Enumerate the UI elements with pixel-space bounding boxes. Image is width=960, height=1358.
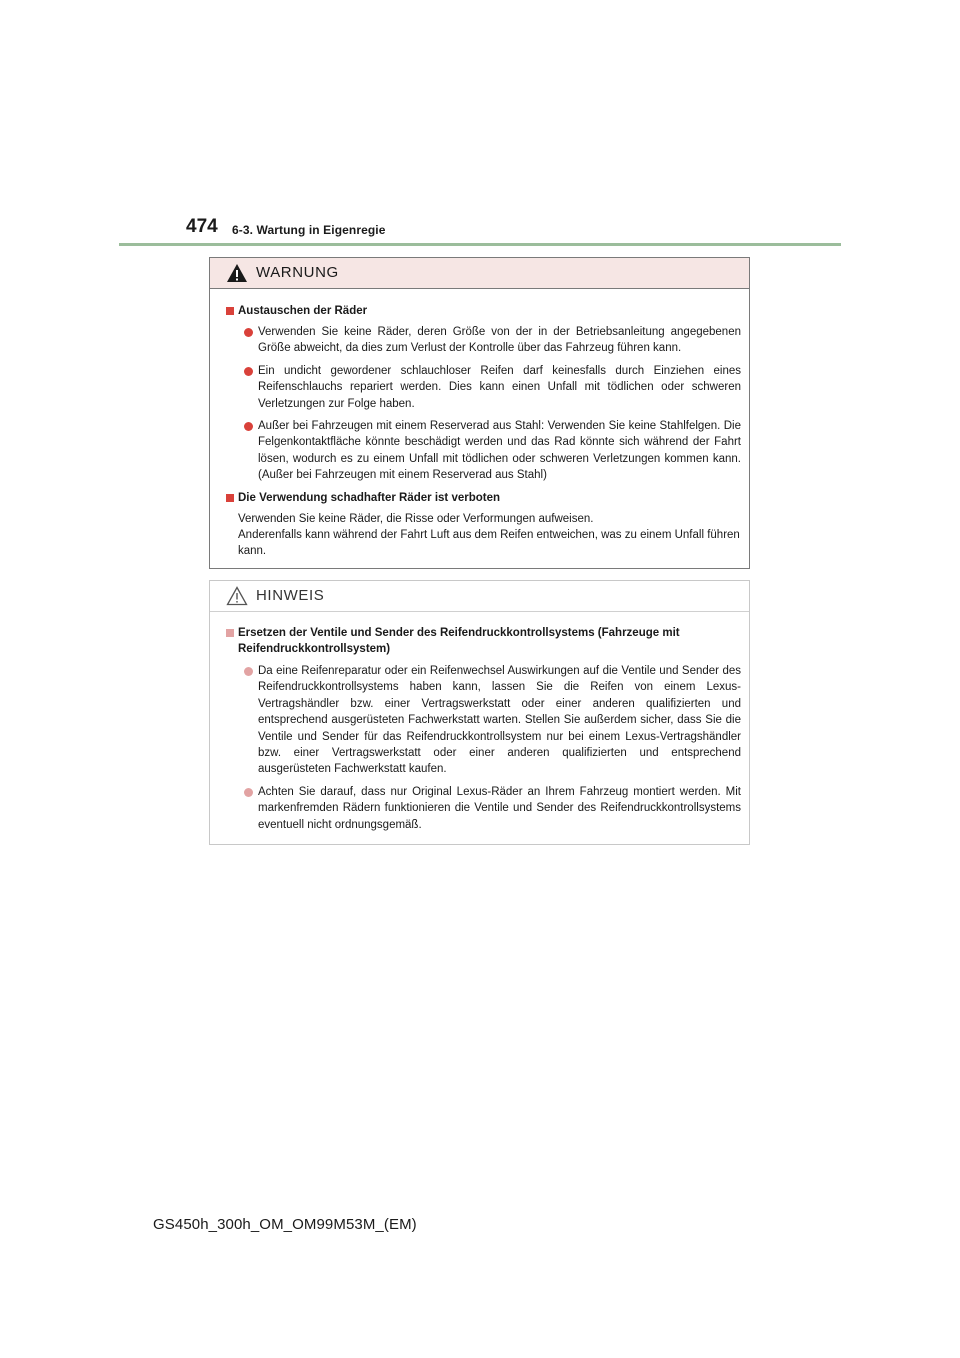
list-item-text: Da eine Reifenreparatur oder ein Reifenwechsel Auswirkungen auf die Ventile und Sender des Reifendruckkontrollsystems haben kann, lassen Sie die Reifen von einem Lexus-Vertragshändler bzw. einer Vertragswerkstatt oder einer anderen qualifizierten und entsprechend ausgerüsteten Fachwerkstatt warten. Stellen Sie außerdem sicher, dass Sie die Ventile und Sender für das Reifendruckkontrollsystem nur bei einem Lexus-Vertragshändler bzw. einer Vertragswerkstatt oder einer anderen qualifizierten und entsprechend ausgerüsteten Fachwerkstatt kaufen. — [258, 665, 741, 776]
paragraph: Verwenden Sie keine Räder, die Risse oder Verformungen aufweisen. — [238, 512, 594, 525]
list-item-text: Außer bei Fahrzeugen mit einem Reserverad aus Stahl: Verwenden Sie keine Stahlfelgen. Die Felgenkontaktfläche könnte beschädigt werden und das Rad könnte sich während der Fahrt lösen, wodurch es zu einem Unfall mit tödlichen oder schweren Verletzungen kommen kann. (Außer bei Fahrzeugen mit einem Reserverad aus Stahl) — [258, 420, 741, 482]
caution-triangle-icon — [226, 586, 248, 606]
circle-bullet-icon — [244, 367, 253, 376]
list-item-text: Verwenden Sie keine Räder, deren Größe von der in der Betriebsanleitung angegebenen Größe abweicht, da dies zum Verlust der Kontrolle über das Fahrzeug führen kann. — [258, 326, 741, 355]
hint-box — [209, 580, 750, 845]
page-header — [0, 0, 960, 250]
list-item-text: Achten Sie darauf, dass nur Original Lexus-Räder an Ihrem Fahrzeug montiert werden. Mit markenfremden Rädern funktionieren die Ventile und Sender des Reifendruckkontrollsystems eventuell nicht ordnungsgemäß. — [258, 785, 741, 831]
square-bullet-icon — [226, 494, 234, 502]
list-item — [226, 418, 741, 484]
header-rule — [119, 243, 841, 246]
hint-header — [210, 581, 749, 612]
warning-triangle-icon — [226, 263, 248, 283]
list-item — [226, 324, 741, 357]
list-item — [226, 663, 741, 778]
list-item-text: Ein undicht gewordener schlauchloser Reifen darf keinesfalls durch Einziehen eines Reifenschlauchs repariert werden. Dies kann einen Unfall mit tödlichen oder schweren Verletzungen zur Folge haben. — [258, 364, 741, 410]
warning-heading-damaged-wheels — [226, 490, 741, 506]
warning-heading-wheels — [226, 303, 741, 319]
heading-text: Die Verwendung schadhafter Räder ist verboten — [238, 491, 501, 504]
circle-bullet-icon — [244, 328, 253, 337]
circle-bullet-icon — [244, 667, 253, 676]
paragraph: Anderenfalls kann während der Fahrt Luft aus dem Reifen entweichen, was zu einem Unfall führen kann. — [238, 529, 740, 558]
section-title: 6-3. Wartung in Eigenregie — [232, 223, 386, 237]
hint-heading-valves — [226, 625, 741, 657]
warning-header — [210, 258, 749, 289]
heading-text: Austauschen der Räder — [238, 305, 368, 317]
square-bullet-icon — [226, 307, 234, 315]
list-item — [226, 784, 741, 833]
circle-bullet-icon — [244, 422, 253, 431]
document-code: GS450h_300h_OM_OM99M53M_(EM) — [153, 1216, 417, 1233]
hint-label: HINWEIS — [256, 587, 325, 604]
list-item — [226, 363, 741, 412]
warning-label: WARNUNG — [256, 264, 339, 281]
circle-bullet-icon — [244, 788, 253, 797]
heading-text: Ersetzen der Ventile und Sender des Reifendruckkontrollsystems (Fahrzeuge mit Reifendruckkontrollsystem) — [238, 627, 680, 655]
page-number: 474 — [186, 216, 218, 237]
square-bullet-icon — [226, 629, 234, 637]
warning-box — [209, 257, 750, 569]
